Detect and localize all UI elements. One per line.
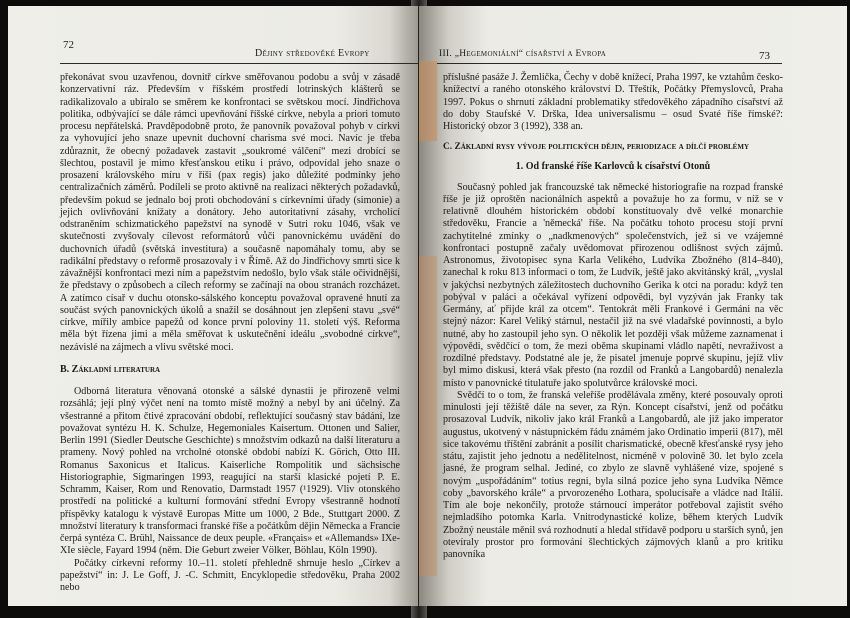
right-text-column bbox=[443, 72, 783, 561]
subheading: 1. Od franské říše Karlovců k císařství Otonů bbox=[515, 161, 711, 173]
page-number: 73 bbox=[759, 50, 770, 62]
chapter-heading: C. Základní rysy vývoje politických dějin, periodizace a dílčí problémy bbox=[443, 142, 750, 153]
margin-stain bbox=[419, 61, 437, 141]
margin-stain bbox=[419, 256, 437, 576]
body-paragraph: překonávat svou uzavřenou, dovnitř církve směřovanou podobu a svůj v zásadě konzervativní ráz. Především v říšském prostředí lotrinských klášterů se radikalizovalo a ubíralo se směrem ke konfrontaci se světskou mocí. Jindřichova politika, odbývající se dále rámci upevňování říšské církve, nebyla a priori tomuto procesu nepřátelská. Pravděpodobně proto, že panovník považoval pohyb v církvi za vyhovující jeho snaze upevnit duchovní charisma své moci. Navíc je třeba zdůraznit, že obecný požadavek zastavit „soukromé válčení“ mezi drobící se šlechtou, postavil je mimo křesťanskou etiku i právo, odpovídal jeho snaze o prosazení královského míru v říši (pax regis) jako důležité podmínky jeho centralizačních záměrů. Podíleli se proto aktivně na realizaci některých požadavků, především pokud se jednalo boj proti obchodování s církevními úřady (simonie) a jejich ovlivňování knížaty a donátory. Jeho autoritativní zásahy, vrcholící odstraněním schizmatického papežství na synodě v Sutri roku 1046, však ve skutečnosti zvyšovaly cílevost reformátorů vůči panovnickému uvádění do duchovních úřadů (světská investitura) a současně napomáhaly tomu, aby se radikální představy o reformě prosazovaly i v Římě. Až do Jindřichovy smrti sice k závažnější konfrontaci mezi ním a papežstvím nedošlo, bylo však stále očividnější, že představy o způsobech a cílech reformy se začínají na obou stranách rozcházet. A zatímco císař v duchu otonsko-sálského konceptu považoval opravené hnutí za součást svých panovnických úkolů a snažil se dosáhnout jen zlepšení stavu „své“ církve, mířily ambice papežů od konce první poloviny 11. století výš. Reforma měla být řízena jimi a měla směřovat k uskutečnění ideálu „svobodné církve“, nezávislé na zájmech a vlivu světské moci. bbox=[60, 72, 400, 353]
header-rule bbox=[60, 63, 418, 64]
literature-paragraph: Počátky církevní reformy 10.–11. století přehledně shrnuje heslo „Církev a papežství“ in: J. Le Goff, J. -C. Schmitt, Encyklopedie středověku, Praha 2002 nebo bbox=[60, 557, 400, 593]
right-page bbox=[419, 6, 847, 606]
body-paragraph: Současný pohled jak francouzské tak německé historiografie na rozpad franské říše je již oproštěn nacionálních aspektů a považuje ho za formu, v níž se v relativně dlouhém historickém období konstituovaly dvě velké monarchie středověku, Francie a 'německá' říše. Na počátku tohoto procesu stojí první zachytitelné zmínky o „nadkmenových“ společenstvích, jež si ve vzájemné konfrontaci postupně začaly uvědomovat přirozenou odlišnost svých zájmů. Astronomus, životopisec syna Karla Velikého, Ludvíka Zbožného (814–840), zanechal k roku 813 informaci o tom, že Ludvík, ještě jako akvitánský král, „vyslal v jakýchsi nezbytných záležitostech duchovního Gerika k otci na poradu: když ten pobýval v paláci a očekával vyřízení odpovědi, byl vyzýván jak Franky tak Germány, ať přijde král za otcem“. Tentokrát měli Frankové i Germáni na věc stejný názor: Karel Veliký stárnul, nestačil již na své vladařské povinnosti, a bylo nutné, aby ho zastoupil jeho syn. O několik let později však můžeme zaznamenat i výpovědi, svědčící o tom, že mezi oběma skupinami vládlo napětí, nevraživost a rozdílné představy. Podstatné ale je, že pisatel jmenuje poprvé skupinu, jejíž vliv byl mimo diskusi, která však přesto (na rozdíl od Franků a Langobardů) nenalezla místo v panovnické titulatuře jako spolutvůrce královské moci. bbox=[443, 181, 783, 389]
left-page bbox=[8, 6, 418, 606]
body-paragraph: Svědčí to o tom, že franská veleříše prodělávala změny, které posouvaly oproti minulosti její těžiště dále na sever, za Rýn. Koncept císařství, jenž od počátku prosazoval Ludvík, nikoliv jako král Franků a Langobardů, ale již jako imperator augustus, ukotvený v nástupnickém řádu známém jako Ordinatio imperii (817), měl sice takovému tříštění zabránit a posílit charismatické, obecně křesťanské rysy jeho státu, zajistit jeho jednotu a nedělitelnost, nicméně v polovině 30. let bylo zcela jasné, že program selhal. Jediné, co zbylo ze slavně vyhlášené vize, spojené s novým „uspořádáním“ totius regni, byla silná pozice jeho syna Ludvíka Němce coby „bavorského krále“ a prvorozeného Lothara, spolucísaře a vládce nad Itálií. Tím ale boje nekončily, protože stárnoucí imperátor potřeboval zajistit svého nejmladšího potomka Karla. Vnitrodynastické kolize, během kterých Ludvík Zbožný neustále měnil svá rozhodnutí a hledal střídavě podporu u starších synů, jen otevíraly prostor pro formování šlechtických zájmových klanů a pro kritiku panovníka bbox=[443, 389, 783, 560]
section-heading: B. Základní literatura bbox=[60, 363, 161, 375]
running-head: Dějiny středověké Evropy bbox=[255, 48, 370, 59]
literature-paragraph: Odborná literatura věnovaná otonské a sálské dynastii je přirozeně velmi rozsáhlá; její plný výčet není na tomto místě možný a nebyl by ani účelný. Za všestranné a přitom čtivé zpracování období, reflektující současný stav bádání, lze považovat syntézu H. K. Schulze, Hegemoniales Kaisertum. Ottonen und Salier, Berlin 1991 (Siedler Deutsche Geschichte) s množstvím odkazů na další literaturu a prameny. Nový pohled na vrcholné otonské období nabízí K. Görich, Otto III. Romanus Saxonicus et Italicus. Kaiserliche Rompolitik und sächsische Historiographie, Sigmaringen 1993, reagující na starší klasické pojetí P. E. Schramm, Kaiser, Rom und Renovatio, Darmstadt 1957 (¹1929). Vliv otonského prostředí na politické a kulturní formování střední Evropy všestranně hodnotí příspěvky katalogu k výstavě Europas Mitte um 1000, 2 Bde., Stuttgart 2000. Z množství literatury k transformaci franské říše a počátkům dějin Německa a Francie čerpá syntéza C. Brühl, Naissance de deux peuple. «Français» et «Allemands» IXe-XIe siècle, Fayard 1994 (něm. Die Geburt zweier Völker, Böhlau, Köln 1990). bbox=[60, 386, 400, 557]
body-paragraph: příslušné pasáže J. Žemlička, Čechy v době knížecí, Praha 1997, ke vztahům česko-knížectví a raného otonského království D. Třeštík, Počátky Přemyslovců, Praha 1997. Pokus o shrnutí základní problematiky středověkého západního císařství až do doby Staufské V. Drška, Idea universalismu – osud Svaté říše římské?: Historický obzor 3 (1992), 338 an. bbox=[443, 72, 783, 132]
page-number: 72 bbox=[63, 39, 74, 51]
running-head: III. „Hegemoniální“ císařství a Evropa bbox=[439, 49, 607, 59]
left-text-column bbox=[60, 72, 400, 594]
header-rule bbox=[437, 63, 782, 64]
